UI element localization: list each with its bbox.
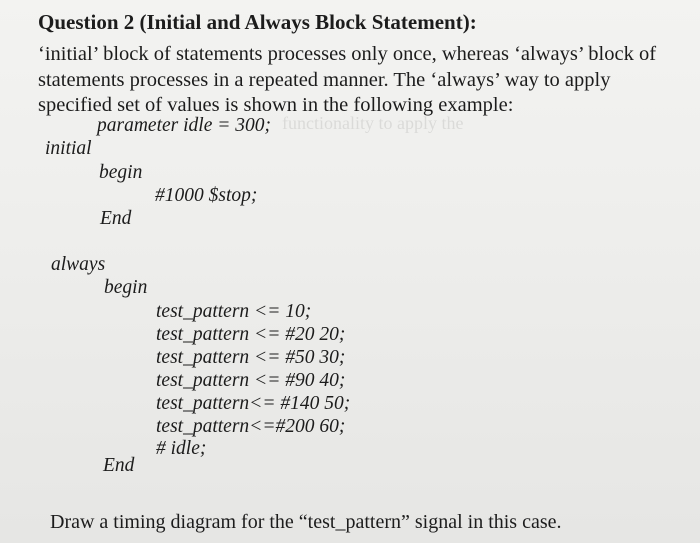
code-stop-statement: #1000 $stop; <box>155 185 258 206</box>
instruction-text: Draw a timing diagram for the “test_pattern” signal in this case. <box>50 511 562 533</box>
code-always-keyword: always <box>51 254 106 275</box>
code-initial-begin: begin <box>99 162 143 183</box>
code-always-end: End <box>103 455 135 476</box>
code-statement: test_pattern <= #90 40; <box>156 370 346 391</box>
code-statement: test_pattern <= #50 30; <box>156 347 346 368</box>
question-title: Question 2 (Initial and Always Block Statement): <box>38 10 477 34</box>
code-initial-end: End <box>100 208 132 229</box>
code-parameter: parameter idle = 300; <box>97 115 272 136</box>
code-statement: test_pattern<=#200 60; <box>156 416 346 437</box>
code-statement: test_pattern <= #20 20; <box>156 324 346 345</box>
code-initial-keyword: initial <box>45 138 92 159</box>
code-statement: test_pattern<= #140 50; <box>156 393 351 414</box>
paragraph-line-1: ‘initial’ block of statements processes only once, whereas ‘always’ block of <box>38 43 657 65</box>
code-statement: test_pattern <= 10; <box>156 301 312 322</box>
code-always-begin: begin <box>104 277 148 298</box>
paragraph-line-3: specified set of values is shown in the following example: <box>38 94 514 116</box>
code-statement: # idle; <box>156 438 207 459</box>
paragraph-line-2: statements processes in a repeated manner. The ‘always’ way to apply <box>38 69 611 91</box>
bleed-through-text: functionality to apply the <box>282 113 464 133</box>
